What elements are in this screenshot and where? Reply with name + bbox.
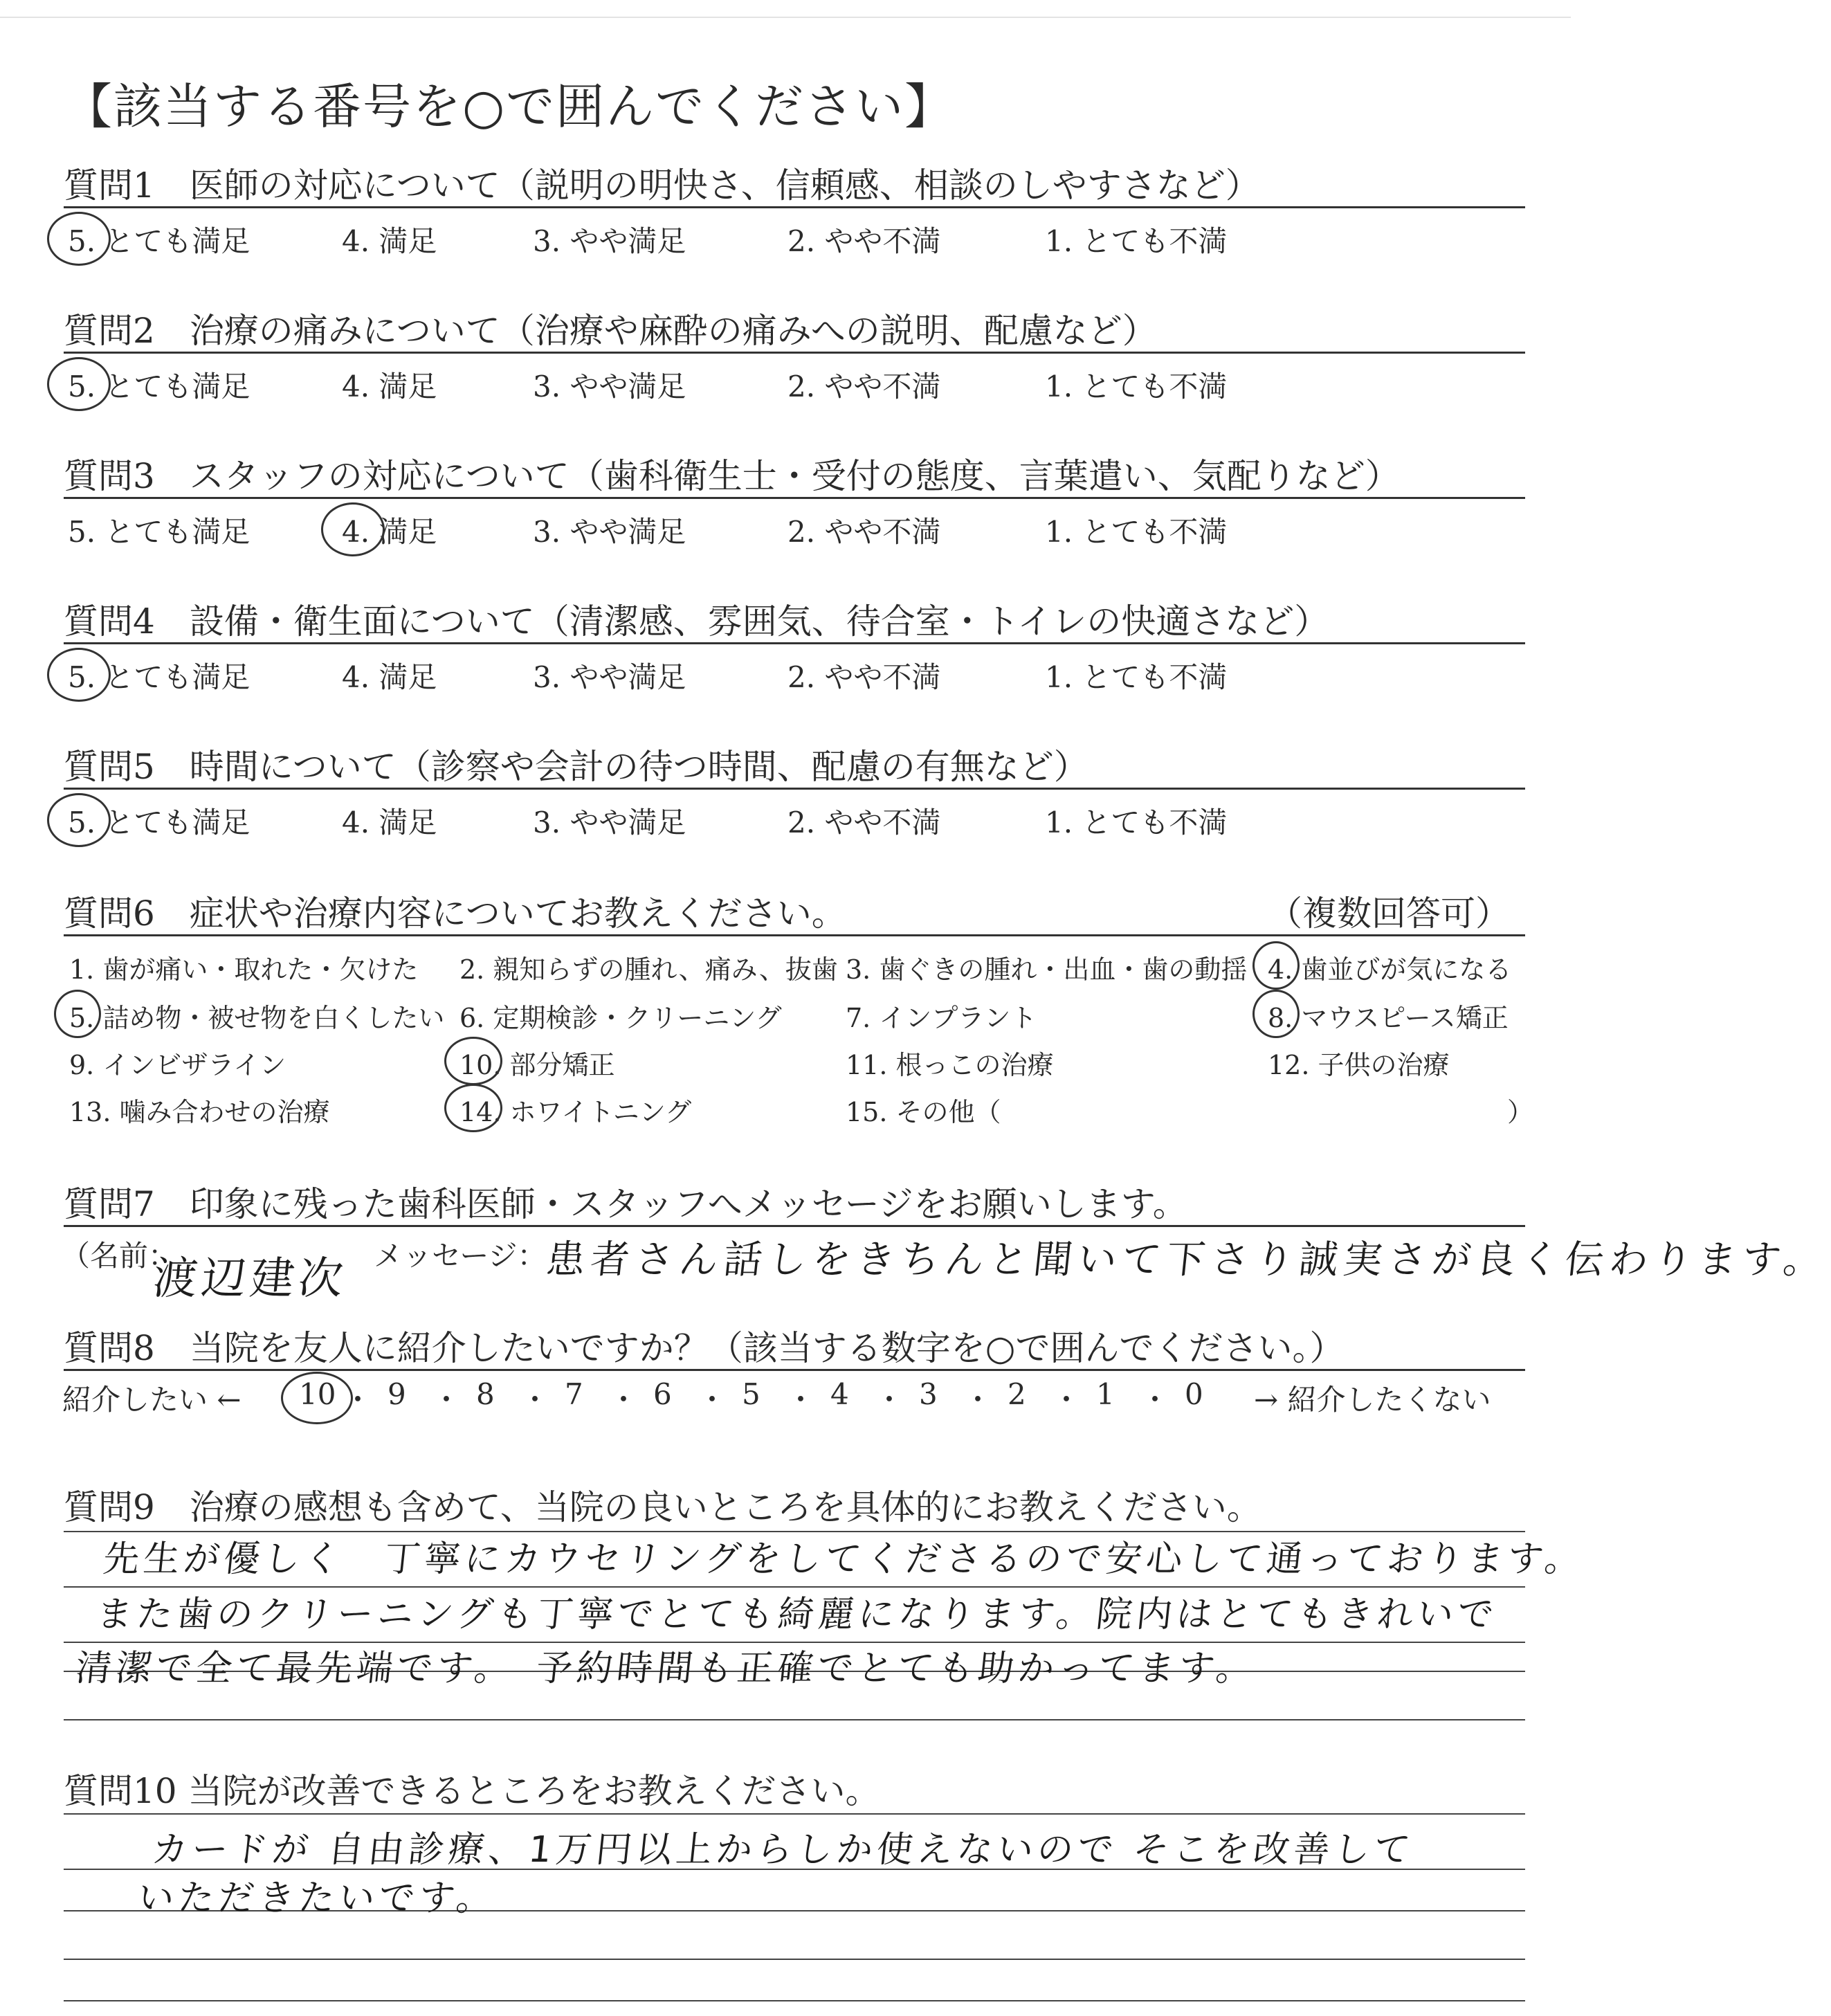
q6-option-6[interactable]: 6. 定期検診・クリーニング [459,1003,782,1033]
q6-selection-circle-5 [54,990,101,1038]
q8-separator: ・ [1140,1383,1170,1417]
q2-option-5[interactable]: 5. とても満足 [68,370,250,403]
q3-option-2[interactable]: 2. やや不満 [787,515,941,549]
q6-option-12[interactable]: 12. 子供の治療 [1268,1050,1450,1080]
q4-option-5[interactable]: 5. とても満足 [68,660,250,694]
q6-option-15[interactable]: 15. その他（ [846,1097,1001,1127]
q7-message-label: メッセージ： [374,1239,547,1273]
q10-title: 質問10 当院が改善できるところをお教えください。 [64,1771,880,1811]
q8-separator: ・ [432,1383,462,1417]
q2-option-1[interactable]: 1. とても不満 [1045,370,1228,403]
q8-separator: ・ [1052,1383,1082,1417]
q8-left-label: 紹介したい ← [62,1383,242,1417]
q10-line-1[interactable]: カードが 自由診療、1万円以上からしか使えないので そこを改善して [149,1829,1416,1871]
q8-scale-4[interactable]: 4 [830,1377,849,1411]
q4-option-3[interactable]: 3. やや満足 [533,660,686,694]
q6-option-4[interactable]: 4. 歯並びが気になる [1268,954,1512,985]
q8-separator: ・ [343,1383,373,1417]
q8-scale-7[interactable]: 7 [565,1377,583,1411]
q6-selection-circle-4 [1252,941,1300,990]
q3-option-1[interactable]: 1. とても不満 [1045,515,1228,549]
q6-option-1[interactable]: 1. 歯が痛い・取れた・欠けた [69,954,419,985]
q8-scale-8[interactable]: 8 [476,1377,495,1411]
q2-option-2[interactable]: 2. やや不満 [787,370,941,403]
q6-option-8[interactable]: 8. マウスピース矯正 [1268,1003,1509,1033]
q6-option-2[interactable]: 2. 親知らずの腫れ、痛み、抜歯 [459,954,838,985]
q8-scale-1[interactable]: 1 [1096,1377,1115,1411]
q3-rule [64,497,1525,499]
q8-scale-3[interactable]: 3 [919,1377,938,1411]
q10-rule-4 [64,1959,1525,1960]
q9-rule-5 [64,1719,1525,1720]
q7-name-value[interactable]: 渡辺建次 [150,1253,350,1305]
q1-title: 質問1 医師の対応について（説明の明快さ、信頼感、相談のしやすさなど） [64,165,1260,206]
q6-title: 質問6 症状や治療内容についてお教えください。 [64,893,846,934]
q4-rule [64,642,1525,644]
q5-option-2[interactable]: 2. やや不満 [787,806,941,839]
q5-selection-circle [47,793,111,847]
q8-scale-2[interactable]: 2 [1008,1377,1026,1411]
q2-selection-circle [47,357,111,411]
q8-separator: ・ [875,1383,904,1417]
q2-option-3[interactable]: 3. やや満足 [533,370,686,403]
page-top-edge [0,17,1571,18]
q5-option-4[interactable]: 4. 満足 [342,806,437,839]
q10-rule-5 [64,2000,1525,2001]
q6-option-7[interactable]: 7. インプラント [846,1003,1037,1033]
q7-message-value[interactable]: 患者さん話しをきちんと聞いて下さり誠実さが良く伝わります。 [544,1237,1830,1282]
q6-option-10[interactable]: 10. 部分矯正 [459,1050,615,1080]
q5-option-3[interactable]: 3. やや満足 [533,806,686,839]
q8-selection-circle [281,1372,353,1424]
q8-separator: ・ [963,1383,993,1417]
q3-selection-circle [321,502,385,556]
q5-option-5[interactable]: 5. とても満足 [68,806,250,839]
q3-option-3[interactable]: 3. やや満足 [533,515,686,549]
q6-option-13[interactable]: 13. 噛み合わせの治療 [69,1097,330,1127]
q3-title: 質問3 スタッフの対応について（歯科衛生士・受付の態度、言葉遣い、気配りなど） [64,456,1400,496]
q8-separator: ・ [698,1383,727,1417]
q4-option-1[interactable]: 1. とても不満 [1045,660,1228,694]
q8-scale-10[interactable]: 10 [299,1377,336,1411]
q5-option-1[interactable]: 1. とても不満 [1045,806,1228,839]
q8-scale-9[interactable]: 9 [388,1377,406,1411]
q1-option-1[interactable]: 1. とても不満 [1045,224,1228,258]
q1-selection-circle [47,212,111,266]
q6-selection-circle-10 [444,1037,502,1085]
q6-option-14[interactable]: 14. ホワイトニング [459,1097,692,1127]
q2-option-4[interactable]: 4. 満足 [342,370,437,403]
q5-title: 質問5 時間について（診察や会計の待つ時間、配慮の有無など） [64,747,1088,787]
q6-other-close-paren: ） [1507,1097,1534,1127]
q6-option-11[interactable]: 11. 根っこの治療 [846,1050,1054,1080]
q7-rule [64,1225,1525,1227]
q8-separator: ・ [609,1383,639,1417]
q9-line-2[interactable]: また歯のクリーニングも丁寧でとても綺麗になります。院内はとてもきれいで [94,1594,1500,1635]
q4-selection-circle [47,648,111,702]
q8-separator: ・ [786,1383,816,1417]
q8-right-label: → 紹介したくない [1254,1383,1491,1417]
q8-scale-6[interactable]: 6 [653,1377,672,1411]
q10-line-2[interactable]: いただきたいです。 [136,1878,499,1919]
q1-option-2[interactable]: 2. やや不満 [787,224,941,258]
q2-rule [64,352,1525,354]
q4-option-2[interactable]: 2. やや不満 [787,660,941,694]
q8-rule [64,1369,1525,1371]
q8-separator: ・ [520,1383,550,1417]
q6-option-3[interactable]: 3. 歯ぐきの腫れ・出血・歯の動揺 [846,954,1248,985]
q8-title: 質問8 当院を友人に紹介したいですか？（該当する数字を○で囲んでください。） [64,1328,1345,1368]
q10-rule-1 [64,1813,1525,1815]
q2-title: 質問2 治療の痛みについて（治療や麻酔の痛みへの説明、配慮など） [64,311,1157,351]
q4-title: 質問4 設備・衛生面について（清潔感、雰囲気、待合室・トイレの快適さなど） [64,601,1329,642]
q3-option-5[interactable]: 5. とても満足 [68,515,250,549]
page-title: 【該当する番号を○で囲んでください】 [64,78,955,135]
q1-option-3[interactable]: 3. やや満足 [533,224,686,258]
q4-option-4[interactable]: 4. 満足 [342,660,437,694]
q6-note: （複数回答可） [1268,893,1510,934]
q1-option-4[interactable]: 4. 満足 [342,224,437,258]
q9-line-1[interactable]: 先生が優しく 丁寧にカウセリングをしてくださるので安心して通っております。 [101,1538,1587,1580]
q6-option-9[interactable]: 9. インビザライン [69,1050,286,1080]
q3-option-4[interactable]: 4. 満足 [342,515,437,549]
q7-title: 質問7 印象に残った歯科医師・スタッフへメッセージをお願いします。 [64,1184,1187,1224]
q6-rule [64,934,1525,936]
q9-title: 質問9 治療の感想も含めて、当院の良いところを具体的にお教えください。 [64,1487,1261,1527]
q8-scale-5[interactable]: 5 [742,1377,760,1411]
q6-selection-circle-8 [1252,990,1300,1038]
q1-option-5[interactable]: 5. とても満足 [68,224,250,258]
q9-line-3[interactable]: 清潔で全て最先端です。 予約時間も正確でとても助かってます。 [73,1648,1259,1689]
q6-option-5[interactable]: 5. 詰め物・被せ物を白くしたい [69,1003,445,1033]
q8-scale-0[interactable]: 0 [1185,1377,1203,1411]
q7-name-label: （名前： [61,1239,178,1273]
q5-rule [64,788,1525,790]
q6-selection-circle-14 [444,1084,502,1132]
q1-rule [64,206,1525,208]
